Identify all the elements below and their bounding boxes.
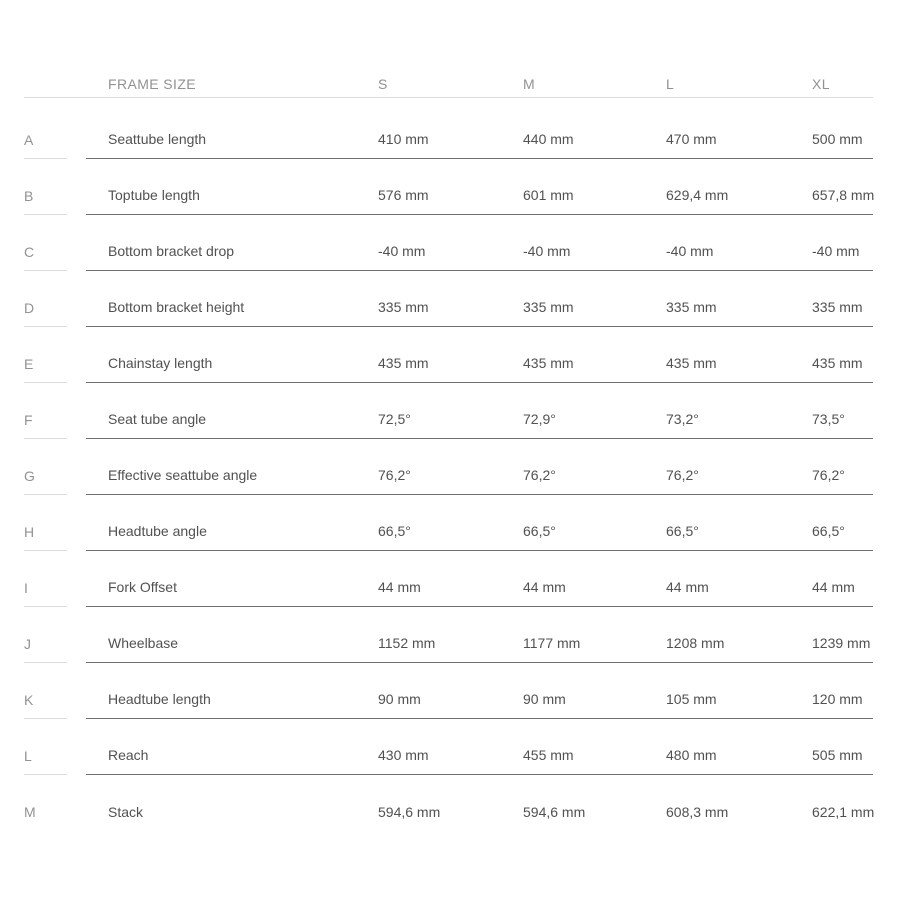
row-letter-label: J: [24, 636, 31, 652]
row-value-m: 435 mm: [523, 355, 574, 371]
row-value-l: 470 mm: [666, 131, 717, 147]
row-letter-label: G: [24, 468, 35, 484]
row-letter-label: I: [24, 580, 28, 596]
row-letter-k: [24, 663, 86, 719]
row-letter-h: [24, 495, 86, 551]
row-value-s: 335 mm: [378, 299, 429, 315]
header-main: [86, 70, 873, 98]
row-value-s: 576 mm: [378, 187, 429, 203]
row-main: [86, 271, 873, 327]
row-value-xl: 335 mm: [812, 299, 863, 315]
row-letter-label: D: [24, 300, 35, 316]
row-label: Wheelbase: [108, 635, 179, 651]
row-value-m: 44 mm: [523, 579, 566, 595]
table-row-d: [24, 271, 873, 327]
row-value-xl: 657,8 mm: [812, 187, 875, 203]
row-value-s: 90 mm: [378, 691, 421, 707]
table-row-h: [24, 495, 873, 551]
table-row-g: [24, 439, 873, 495]
row-value-l: 480 mm: [666, 747, 717, 763]
row-value-s: 44 mm: [378, 579, 421, 595]
row-letter-m: [24, 775, 86, 831]
table-row-i: [24, 551, 873, 607]
row-letter-j: [24, 607, 86, 663]
row-value-m: 455 mm: [523, 747, 574, 763]
row-value-l: -40 mm: [666, 243, 714, 259]
header-letter-spacer: [24, 70, 86, 98]
table-row-j: [24, 607, 873, 663]
row-letter-label: B: [24, 188, 34, 204]
row-main: [86, 495, 873, 551]
row-value-xl: 66,5°: [812, 523, 845, 539]
row-label: Toptube length: [108, 187, 200, 203]
row-value-l: 44 mm: [666, 579, 709, 595]
row-value-xl: 73,5°: [812, 411, 845, 427]
row-letter-label: L: [24, 748, 32, 764]
row-value-xl: 500 mm: [812, 131, 863, 147]
row-value-s: 435 mm: [378, 355, 429, 371]
row-value-s: -40 mm: [378, 243, 426, 259]
table-row-k: [24, 663, 873, 719]
row-value-s: 66,5°: [378, 523, 411, 539]
frame-geometry-table: [24, 70, 873, 831]
table-row-l: [24, 719, 873, 775]
table-row-e: [24, 327, 873, 383]
table-row-b: [24, 159, 873, 215]
row-value-xl: 44 mm: [812, 579, 855, 595]
row-main: [86, 98, 873, 159]
row-value-l: 335 mm: [666, 299, 717, 315]
row-label: Seattube length: [108, 131, 207, 147]
size-header-s: S: [378, 76, 388, 92]
row-letter-label: H: [24, 524, 35, 540]
row-value-m: 335 mm: [523, 299, 574, 315]
row-value-m: -40 mm: [523, 243, 571, 259]
row-letter-label: M: [24, 804, 36, 820]
row-letter-label: C: [24, 244, 35, 260]
table-row-f: [24, 383, 873, 439]
row-value-s: 76,2°: [378, 467, 411, 483]
row-label: Headtube angle: [108, 523, 207, 539]
size-header-l: L: [666, 76, 675, 92]
row-value-s: 430 mm: [378, 747, 429, 763]
row-value-l: 76,2°: [666, 467, 699, 483]
row-label: Chainstay length: [108, 355, 213, 371]
row-main: [86, 215, 873, 271]
row-main: [86, 607, 873, 663]
row-label: Bottom bracket drop: [108, 243, 235, 259]
row-value-xl: 435 mm: [812, 355, 863, 371]
row-letter-b: [24, 159, 86, 215]
row-value-xl: 1239 mm: [812, 635, 871, 651]
row-value-l: 1208 mm: [666, 635, 725, 651]
row-main: [86, 663, 873, 719]
table-header-row: [24, 70, 873, 98]
row-main: [86, 551, 873, 607]
row-label: Headtube length: [108, 691, 211, 707]
table-row-c: [24, 215, 873, 271]
frame-size-header: FRAME SIZE: [108, 76, 197, 92]
row-value-m: 594,6 mm: [523, 804, 586, 820]
row-value-m: 66,5°: [523, 523, 556, 539]
row-label: Reach: [108, 747, 149, 763]
row-value-m: 440 mm: [523, 131, 574, 147]
row-value-xl: -40 mm: [812, 243, 860, 259]
row-value-s: 594,6 mm: [378, 804, 441, 820]
row-label: Stack: [108, 804, 144, 820]
row-value-xl: 622,1 mm: [812, 804, 875, 820]
row-letter-label: F: [24, 412, 33, 428]
row-letter-a: [24, 98, 86, 159]
row-value-m: 90 mm: [523, 691, 566, 707]
table-row-a: [24, 98, 873, 159]
row-label: Fork Offset: [108, 579, 177, 595]
row-value-m: 76,2°: [523, 467, 556, 483]
row-value-l: 73,2°: [666, 411, 699, 427]
row-value-xl: 120 mm: [812, 691, 863, 707]
row-letter-d: [24, 271, 86, 327]
row-main: [86, 327, 873, 383]
row-value-m: 601 mm: [523, 187, 574, 203]
size-header-xl: XL: [812, 76, 830, 92]
row-letter-label: K: [24, 692, 34, 708]
row-label: Bottom bracket height: [108, 299, 245, 315]
row-main: [86, 439, 873, 495]
row-main: [86, 159, 873, 215]
row-value-m: 1177 mm: [523, 635, 581, 651]
row-value-l: 66,5°: [666, 523, 699, 539]
row-label: Effective seattube angle: [108, 467, 258, 483]
table-body: [24, 98, 873, 831]
row-value-xl: 76,2°: [812, 467, 845, 483]
table-row-m: [24, 775, 873, 831]
row-letter-f: [24, 383, 86, 439]
row-label: Seat tube angle: [108, 411, 207, 427]
row-main: [86, 719, 873, 775]
row-letter-label: A: [24, 132, 34, 148]
row-value-l: 435 mm: [666, 355, 717, 371]
row-main: [86, 775, 873, 831]
row-main: [86, 383, 873, 439]
row-letter-label: E: [24, 356, 34, 372]
row-letter-i: [24, 551, 86, 607]
row-letter-c: [24, 215, 86, 271]
row-value-l: 629,4 mm: [666, 187, 729, 203]
size-header-m: M: [523, 76, 536, 92]
row-value-xl: 505 mm: [812, 747, 863, 763]
row-letter-l: [24, 719, 86, 775]
row-value-m: 72,9°: [523, 411, 556, 427]
row-letter-e: [24, 327, 86, 383]
row-value-l: 608,3 mm: [666, 804, 729, 820]
row-value-s: 72,5°: [378, 411, 411, 427]
row-letter-g: [24, 439, 86, 495]
row-value-l: 105 mm: [666, 691, 717, 707]
row-value-s: 1152 mm: [378, 635, 436, 651]
row-value-s: 410 mm: [378, 131, 429, 147]
